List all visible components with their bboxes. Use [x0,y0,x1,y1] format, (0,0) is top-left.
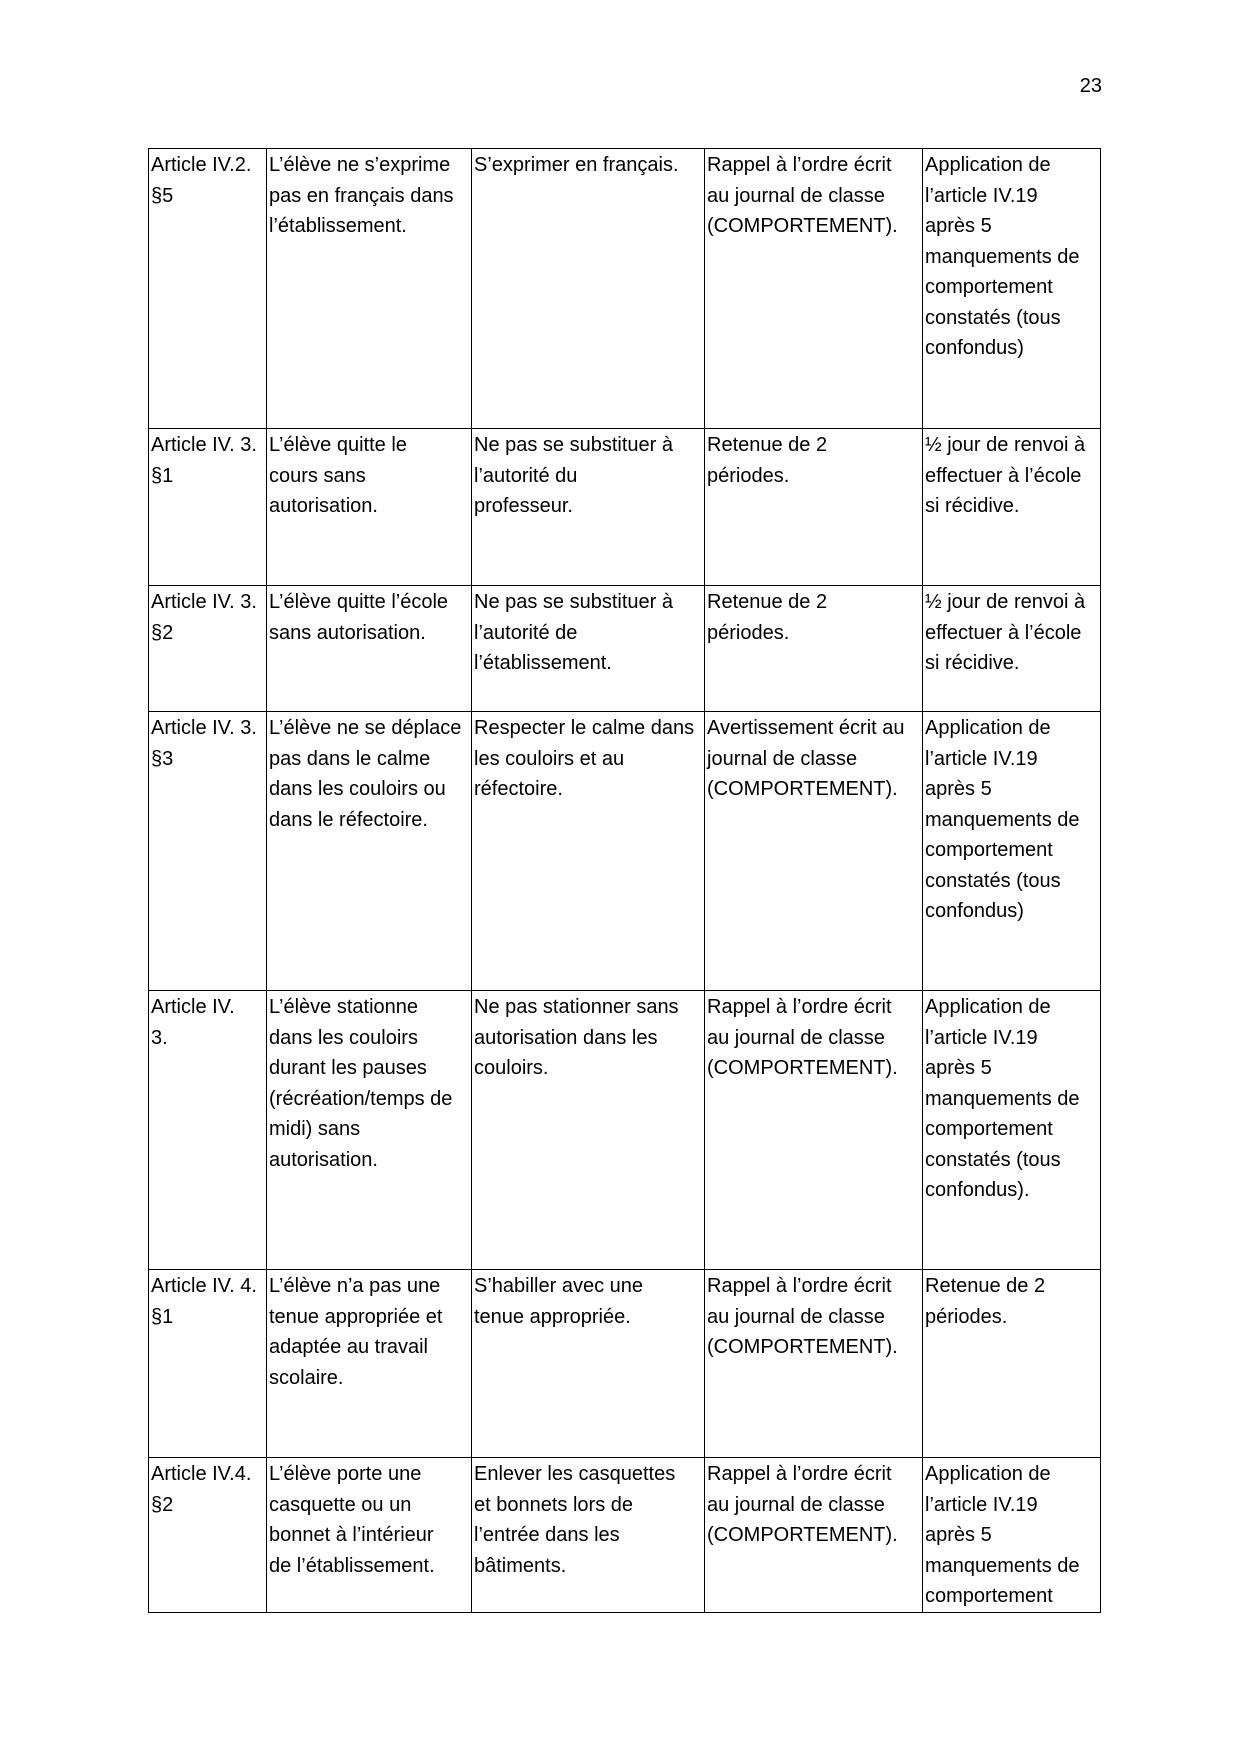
cell-line: sans autorisation. [269,621,426,644]
cell-line: au journal de classe [707,1026,885,1049]
infraction-cell [267,429,472,586]
cell-line: Article IV. 3. [151,717,257,739]
rule-cell [472,712,705,991]
cell-line: l’autorité du [474,464,578,487]
repeat-cell [923,712,1101,991]
cell-line: autorisation dans les [474,1026,658,1049]
article-cell [149,712,267,991]
cell-line: L’élève stationne [269,996,419,1018]
cell-line: l’article IV.19 [925,747,1038,770]
rule-cell [472,586,705,712]
cell-line: l’article IV.19 [925,184,1038,207]
sanction-cell [705,712,923,991]
table-row [149,586,1101,712]
cell-line: §2 [151,621,174,644]
article-cell [149,1270,267,1458]
cell-line: l’article IV.19 [925,1493,1038,1516]
infraction-cell [267,712,472,991]
cell-line: l’établissement. [474,652,612,674]
cell-line: L’élève ne se déplace [269,717,462,739]
rule-cell [472,1270,705,1458]
cell-line: comportement [925,276,1053,298]
cell-line: journal de classe [707,747,858,770]
cell-line: Article IV. [151,996,235,1018]
cell-line: cours sans [269,464,366,487]
cell-line: bâtiments. [474,1554,567,1577]
cell-line: constatés (tous [925,869,1061,892]
cell-line: l’autorité de [474,621,578,644]
cell-line: (COMPORTEMENT). [707,1524,898,1546]
cell-line: ½ jour de renvoi à [925,434,1086,456]
sanction-cell [705,1458,923,1613]
rules-table [148,148,1101,1613]
cell-line: Retenue de 2 [925,1275,1046,1297]
cell-line: après 5 [925,1057,992,1079]
cell-line: Application de [925,717,1051,739]
cell-line: Rappel à l’ordre écrit [707,1275,892,1297]
cell-line: autorisation. [269,1148,378,1171]
table-row [149,1270,1101,1458]
cell-line: après 5 [925,1524,992,1546]
cell-line: L’élève ne s’exprime [269,154,451,176]
sanction-cell [705,149,923,429]
cell-line: Respecter le calme dans [474,717,695,739]
sanction-cell [705,991,923,1270]
cell-line: Rappel à l’ordre écrit [707,154,892,176]
cell-line: pas en français dans [269,184,454,207]
cell-line: L’élève porte une [269,1463,422,1485]
cell-line: dans les couloirs ou [269,778,446,800]
cell-line: (COMPORTEMENT). [707,1057,898,1079]
cell-line: couloirs. [474,1057,549,1079]
cell-line: dans le réfectoire. [269,808,428,831]
article-cell [149,149,267,429]
cell-line: effectuer à l’école [925,621,1082,644]
article-cell [149,586,267,712]
article-cell [149,1458,267,1613]
infraction-cell [267,149,472,429]
cell-line: Application de [925,1463,1051,1485]
table-row [149,1458,1101,1613]
cell-line: manquements de [925,808,1080,831]
cell-line: de l’établissement. [269,1554,435,1577]
cell-line: S’exprimer en français. [474,154,679,176]
cell-line: périodes. [925,1305,1008,1328]
cell-line: Retenue de 2 [707,591,828,613]
article-cell [149,991,267,1270]
table-row [149,429,1101,586]
cell-line: (récréation/temps de [269,1087,453,1110]
cell-line: casquette ou un [269,1493,412,1516]
cell-line: comportement [925,1585,1053,1607]
cell-line: après 5 [925,215,992,237]
infraction-cell [267,991,472,1270]
cell-line: §5 [151,184,174,207]
infraction-cell [267,1270,472,1458]
cell-line: Article IV. 3. [151,591,257,613]
cell-line: manquements de [925,1087,1080,1110]
cell-line: (COMPORTEMENT). [707,778,898,800]
cell-line: après 5 [925,778,992,800]
cell-line: confondus) [925,337,1024,359]
cell-line: l’article IV.19 [925,1026,1038,1049]
cell-line: tenue appropriée. [474,1305,631,1328]
cell-line: au journal de classe [707,1305,885,1328]
cell-line: les couloirs et au [474,747,625,770]
cell-line: Ne pas stationner sans [474,996,679,1018]
sanction-cell [705,429,923,586]
rule-cell [472,429,705,586]
rule-cell [472,991,705,1270]
cell-line: manquements de [925,1554,1080,1577]
cell-line: Rappel à l’ordre écrit [707,996,892,1018]
infraction-cell [267,586,472,712]
sanction-cell [705,586,923,712]
cell-line: Article IV.2. [151,154,252,176]
cell-line: comportement [925,839,1053,861]
cell-line: au journal de classe [707,1493,885,1516]
table-row [149,712,1101,991]
table-row [149,991,1101,1270]
cell-line: l’entrée dans les [474,1524,620,1546]
cell-line: §1 [151,464,174,487]
cell-line: Ne pas se substituer à [474,591,673,613]
cell-line: Retenue de 2 [707,434,828,456]
cell-line: l’établissement. [269,215,407,237]
rule-cell [472,149,705,429]
repeat-cell [923,1458,1101,1613]
infraction-cell [267,1458,472,1613]
cell-line: Application de [925,996,1051,1018]
sanction-cell [705,1270,923,1458]
cell-line: Article IV.4. [151,1463,252,1485]
cell-line: §1 [151,1305,174,1328]
cell-line: §2 [151,1493,174,1516]
cell-line: §3 [151,747,174,770]
article-cell [149,429,267,586]
cell-line: si récidive. [925,495,1020,517]
cell-line: confondus). [925,1179,1030,1201]
cell-line: comportement [925,1118,1053,1140]
cell-line: autorisation. [269,495,378,517]
cell-line: L’élève quitte le [269,434,407,456]
cell-line: réfectoire. [474,778,563,800]
cell-line: Article IV. 4. [151,1275,257,1297]
cell-line: Rappel à l’ordre écrit [707,1463,892,1485]
cell-line: constatés (tous [925,1148,1061,1171]
cell-line: S’habiller avec une [474,1275,643,1297]
cell-line: périodes. [707,621,790,644]
cell-line: tenue appropriée et [269,1305,443,1328]
cell-line: midi) sans [269,1118,361,1140]
cell-line: et bonnets lors de [474,1493,633,1516]
cell-line: constatés (tous [925,306,1061,329]
cell-line: Enlever les casquettes [474,1463,676,1485]
cell-line: (COMPORTEMENT). [707,1336,898,1358]
cell-line: Avertissement écrit au [707,717,905,739]
cell-line: confondus) [925,900,1024,922]
cell-line: dans les couloirs [269,1026,418,1049]
cell-line: ½ jour de renvoi à [925,591,1086,613]
cell-line: durant les pauses [269,1057,427,1079]
cell-line: pas dans le calme [269,747,431,770]
cell-line: périodes. [707,464,790,487]
page-number: 23 [1079,75,1102,97]
cell-line: effectuer à l’école [925,464,1082,487]
repeat-cell [923,149,1101,429]
cell-line: 3. [151,1026,168,1049]
cell-line: bonnet à l’intérieur [269,1524,434,1546]
table-row [149,149,1101,429]
cell-line: L’élève n’a pas une [269,1275,441,1297]
repeat-cell [923,429,1101,586]
cell-line: (COMPORTEMENT). [707,215,898,237]
repeat-cell [923,586,1101,712]
cell-line: manquements de [925,245,1080,268]
cell-line: si récidive. [925,652,1020,674]
repeat-cell [923,991,1101,1270]
rule-cell [472,1458,705,1613]
cell-line: Application de [925,154,1051,176]
cell-line: professeur. [474,495,573,517]
cell-line: Article IV. 3. [151,434,257,456]
cell-line: scolaire. [269,1366,344,1389]
cell-line: au journal de classe [707,184,885,207]
cell-line: L’élève quitte l’école [269,591,449,613]
cell-line: Ne pas se substituer à [474,434,673,456]
repeat-cell [923,1270,1101,1458]
cell-line: adaptée au travail [269,1336,429,1358]
